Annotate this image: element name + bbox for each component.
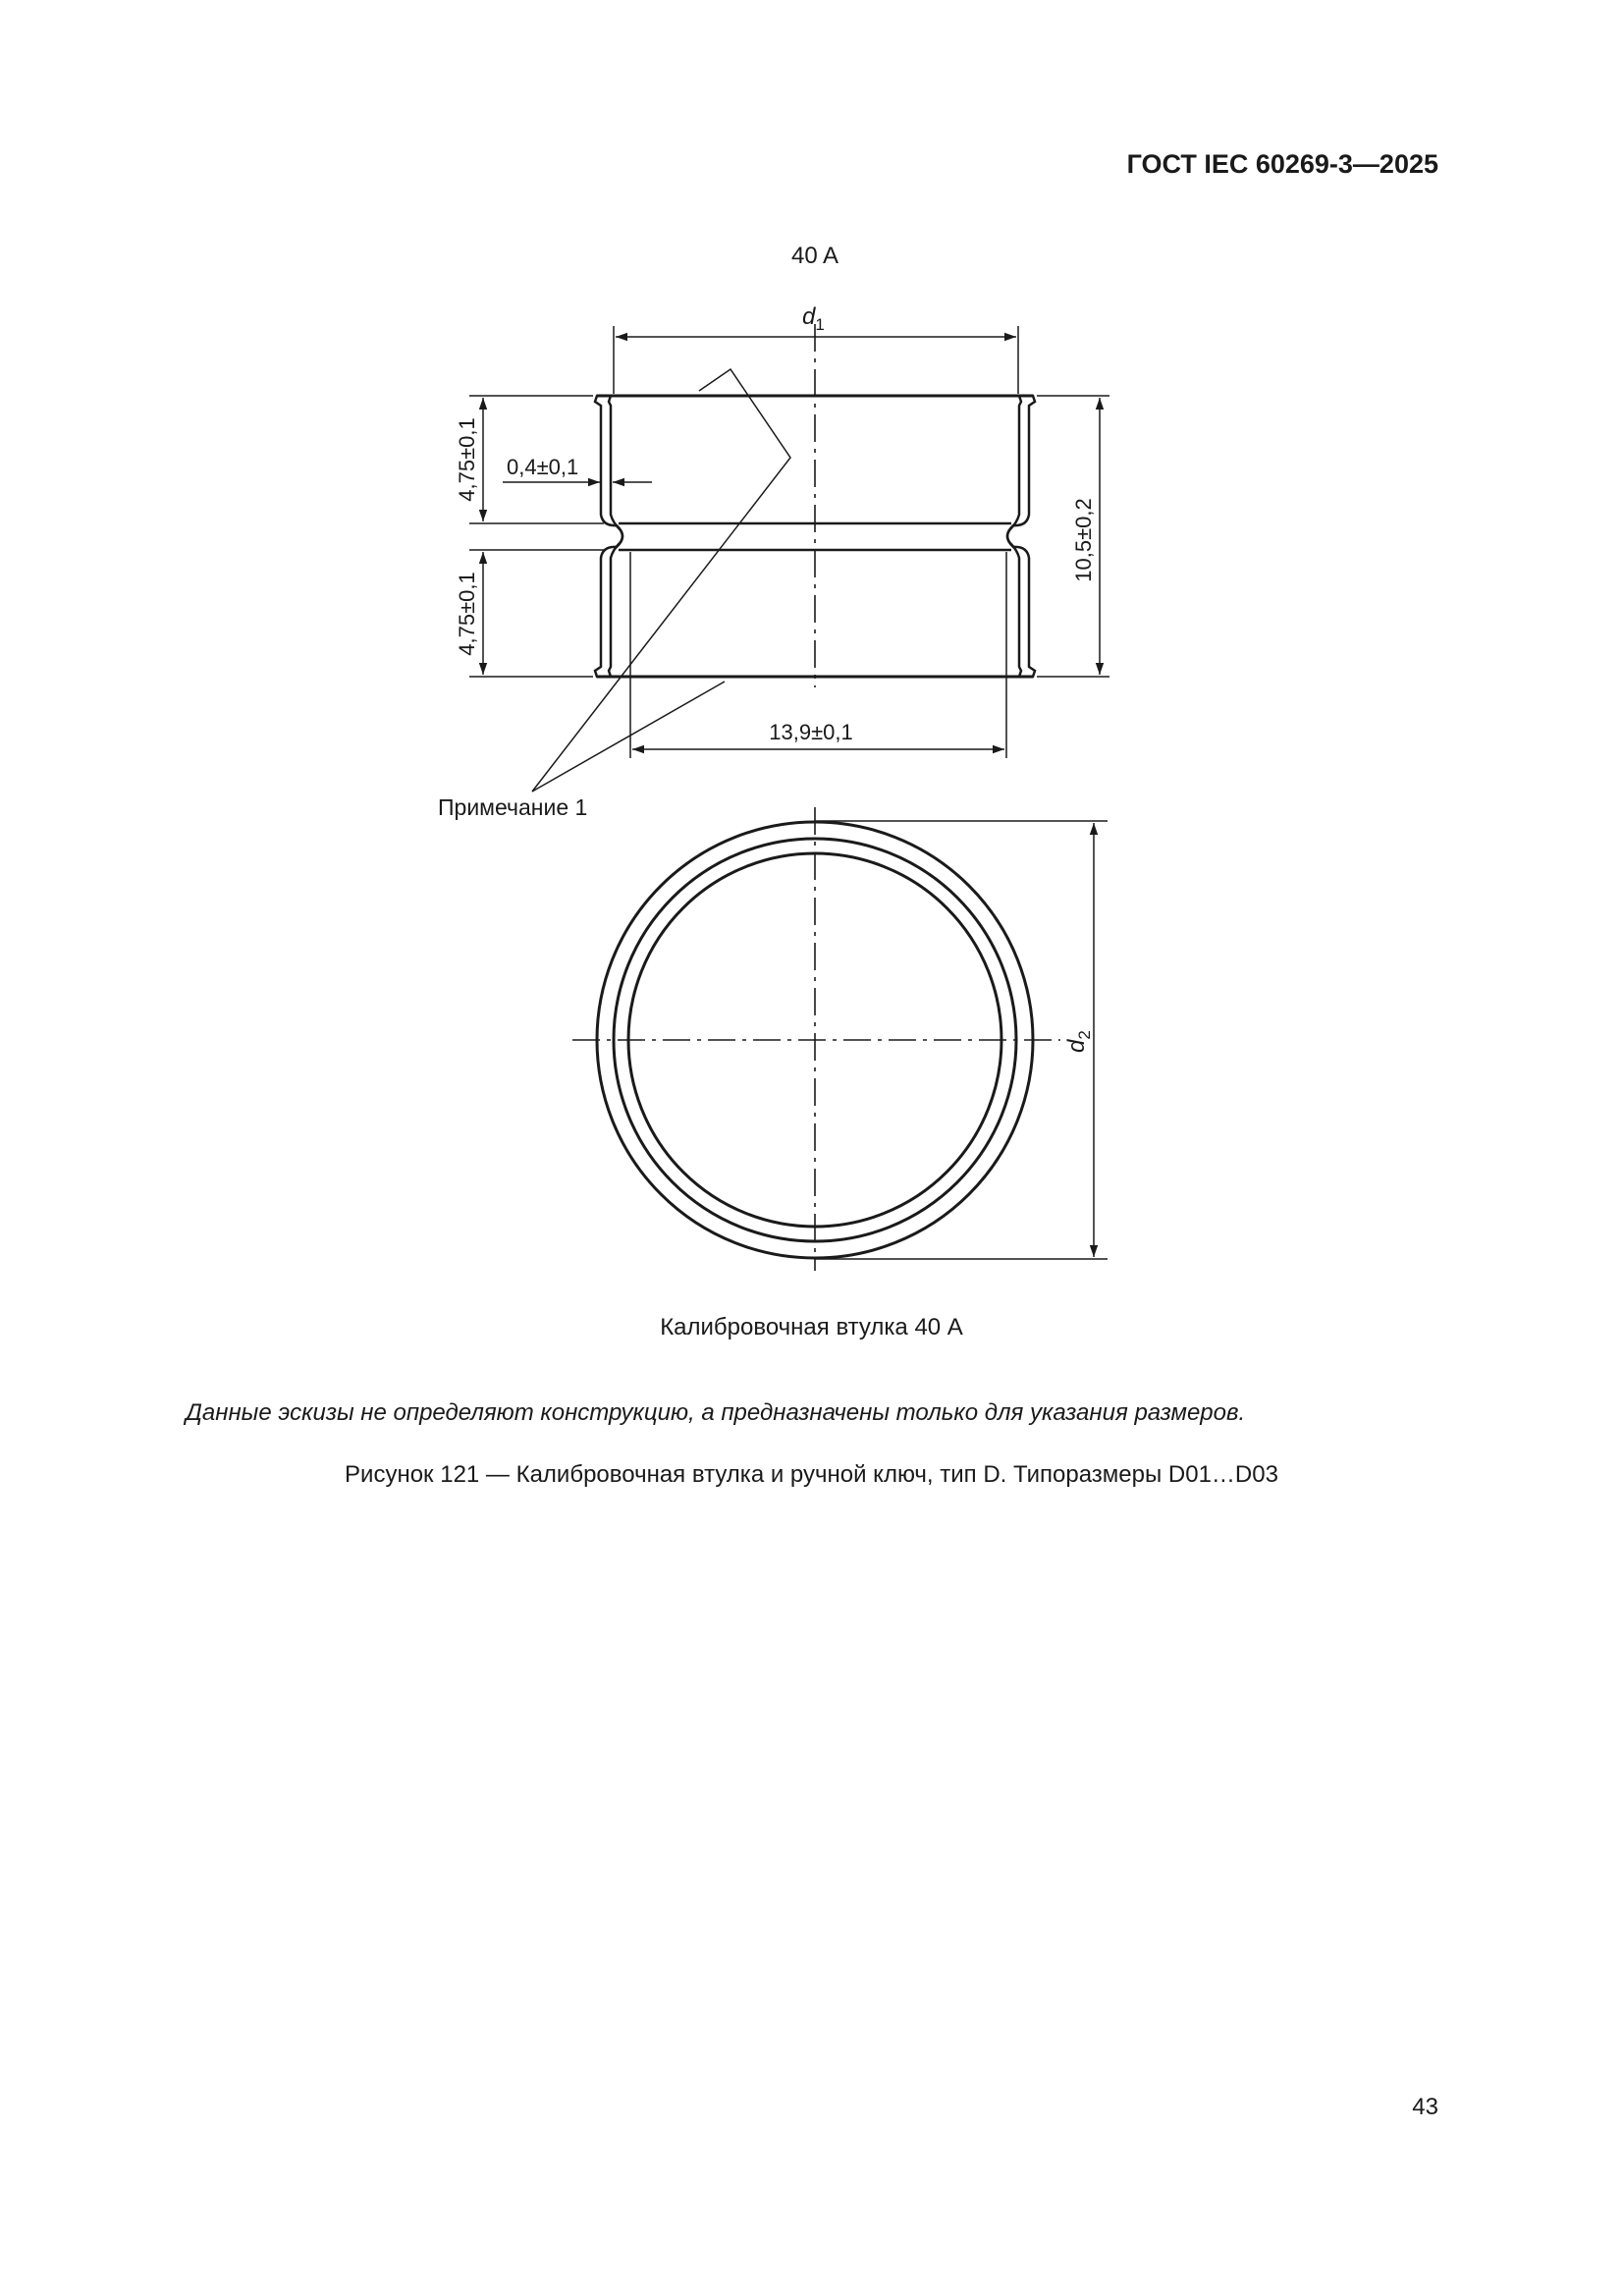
note-label: Примечание 1 bbox=[438, 794, 588, 820]
sleeve-side-view bbox=[595, 324, 1035, 687]
dimension-d1 bbox=[614, 326, 1018, 394]
document-header: ГОСТ IEC 60269-3—2025 bbox=[1126, 149, 1438, 179]
dim-top-height: 4,75±0,1 bbox=[455, 417, 479, 502]
figure-title: Рисунок 121 — Калибровочная втулка и ручной ключ, тип D. Типоразмеры D01…D03 bbox=[345, 1461, 1278, 1488]
drawing-note: Данные эскизы не определяют конструкцию, а предназначены только для указания размеров. bbox=[186, 1399, 1246, 1426]
dim-wall: 0,4±0,1 bbox=[507, 455, 579, 479]
size-label: 40 A bbox=[790, 243, 839, 269]
d2-letter: d bbox=[1063, 1039, 1090, 1053]
page-number: 43 bbox=[1412, 2094, 1438, 2120]
dim-total-height: 10,5±0,2 bbox=[1071, 498, 1096, 582]
sleeve-top-view bbox=[572, 807, 1108, 1271]
figure-caption: Калибровочная втулка 40 A bbox=[660, 1314, 963, 1340]
d1-letter: d bbox=[802, 303, 816, 330]
dim-inner-diameter: 13,9±0,1 bbox=[769, 720, 853, 744]
note-leader-lines bbox=[532, 369, 790, 792]
dimension-heights-left bbox=[469, 396, 604, 677]
d1-subscript: 1 bbox=[815, 315, 825, 334]
d2-label bbox=[1063, 1030, 1094, 1053]
d2-subscript: 2 bbox=[1075, 1030, 1094, 1040]
dim-bottom-height: 4,75±0,1 bbox=[455, 572, 479, 656]
d1-label bbox=[802, 303, 825, 334]
